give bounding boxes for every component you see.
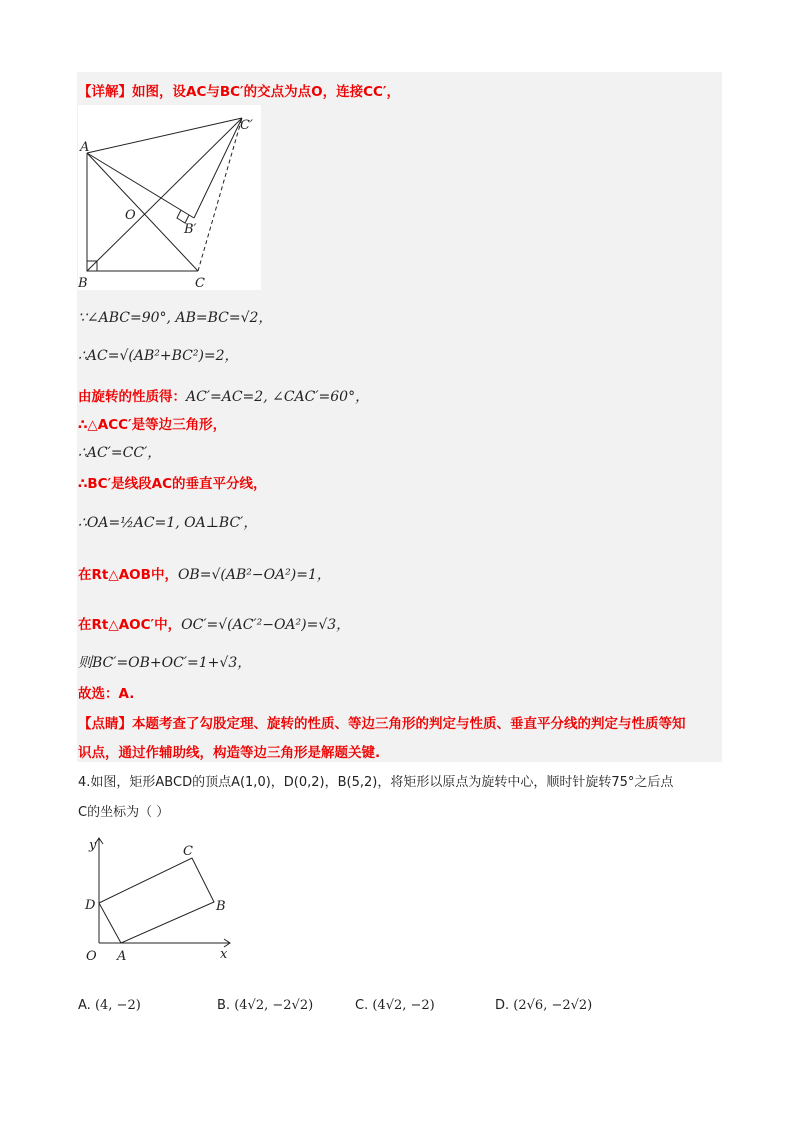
- question-stem-line-1: 4.如图，矩形ABCD的顶点A(1,0)，D(0,2)，B(5,2)，将矩形以原点为旋转中心，顺时针旋转75°之后点: [78, 775, 674, 790]
- option-c-value: (4√2, −2): [372, 998, 435, 1013]
- figure-rotation-square: [78, 105, 261, 290]
- option-a[interactable]: [78, 998, 141, 1013]
- option-d[interactable]: [495, 998, 592, 1013]
- option-a-letter: A.: [78, 998, 91, 1013]
- fig1-label-b-prime: B′: [184, 222, 197, 237]
- comment-label: 【点睛】: [78, 716, 132, 732]
- fig2-label-a: A: [117, 949, 127, 964]
- solution-line-9-lead: 在Rt△AOB中，: [78, 567, 178, 583]
- solution-label: 【详解】: [78, 84, 132, 100]
- solution-line-6: ∴AC′=CC′，: [78, 445, 162, 461]
- option-b[interactable]: [217, 998, 313, 1013]
- solution-line-4-lead: 由旋转的性质得：: [78, 389, 186, 405]
- fig2-label-c: C: [183, 844, 193, 859]
- solution-comment-line-2: 识点，通过作辅助线，构造等边三角形是解题关键.: [78, 745, 381, 761]
- fig2-axis-y: y: [89, 838, 97, 853]
- question-stem-line-2: C的坐标为（ ）: [78, 805, 170, 820]
- solution-answer: 故选：A.: [78, 686, 135, 702]
- solution-line-9: [78, 563, 331, 584]
- fig2-label-d: D: [85, 898, 96, 913]
- option-c[interactable]: [355, 998, 435, 1013]
- solution-intro: 如图，设AC与BC′的交点为点O，连接CC′，: [132, 84, 400, 100]
- solution-line-10: [78, 613, 350, 634]
- solution-line-10-math: OC′=√(AC′²−OA²)=√3，: [181, 617, 351, 633]
- option-d-value: (2√6, −2√2): [513, 998, 593, 1013]
- solution-line-4-math: AC′=AC=2, ∠CAC′=60°，: [186, 389, 370, 405]
- fig2-label-b: B: [216, 899, 226, 914]
- comment-text: 本题考查了勾股定理、旋转的性质、等边三角形的判定与性质、垂直平分线的判定与性质等知: [132, 716, 686, 732]
- solution-line-11: 则BC′=OB+OC′=1+√3，: [78, 655, 252, 671]
- fig2-origin: O: [86, 949, 97, 964]
- option-a-value: (4, −2): [94, 998, 141, 1013]
- fig1-label-c: C: [195, 276, 205, 290]
- fig1-label-c-prime: C′: [240, 118, 253, 133]
- fig1-label-a: A: [80, 140, 90, 155]
- fig1-label-b: B: [78, 276, 88, 290]
- option-b-value: (4√2, −2√2): [234, 998, 314, 1013]
- solution-line-9-math: OB=√(AB²−OA²)=1，: [177, 567, 331, 583]
- solution-line-8: ∴OA=½AC=1, OA⊥BC′，: [78, 515, 258, 531]
- option-b-letter: B.: [217, 998, 231, 1013]
- solution-line-7: ∴BC′是线段AC的垂直平分线，: [78, 476, 267, 492]
- option-c-letter: C.: [355, 998, 369, 1013]
- solution-line-2: ∵∠ABC=90°, AB=BC=√2，: [78, 310, 273, 326]
- solution-line-5: ∴△ACC′是等边三角形，: [78, 417, 227, 433]
- solution-line-1: [78, 80, 400, 100]
- solution-line-10-lead: 在Rt△AOC′中，: [78, 617, 182, 633]
- figure-rectangle-coordinate: [78, 830, 243, 965]
- solution-line-3: ∴AC=√(AB²+BC²)=2，: [78, 348, 239, 364]
- solution-line-4: [78, 385, 369, 406]
- fig2-axis-x: x: [220, 947, 228, 962]
- fig1-label-o: O: [125, 208, 136, 223]
- solution-comment-line-1: [78, 712, 686, 732]
- option-d-letter: D.: [495, 998, 510, 1013]
